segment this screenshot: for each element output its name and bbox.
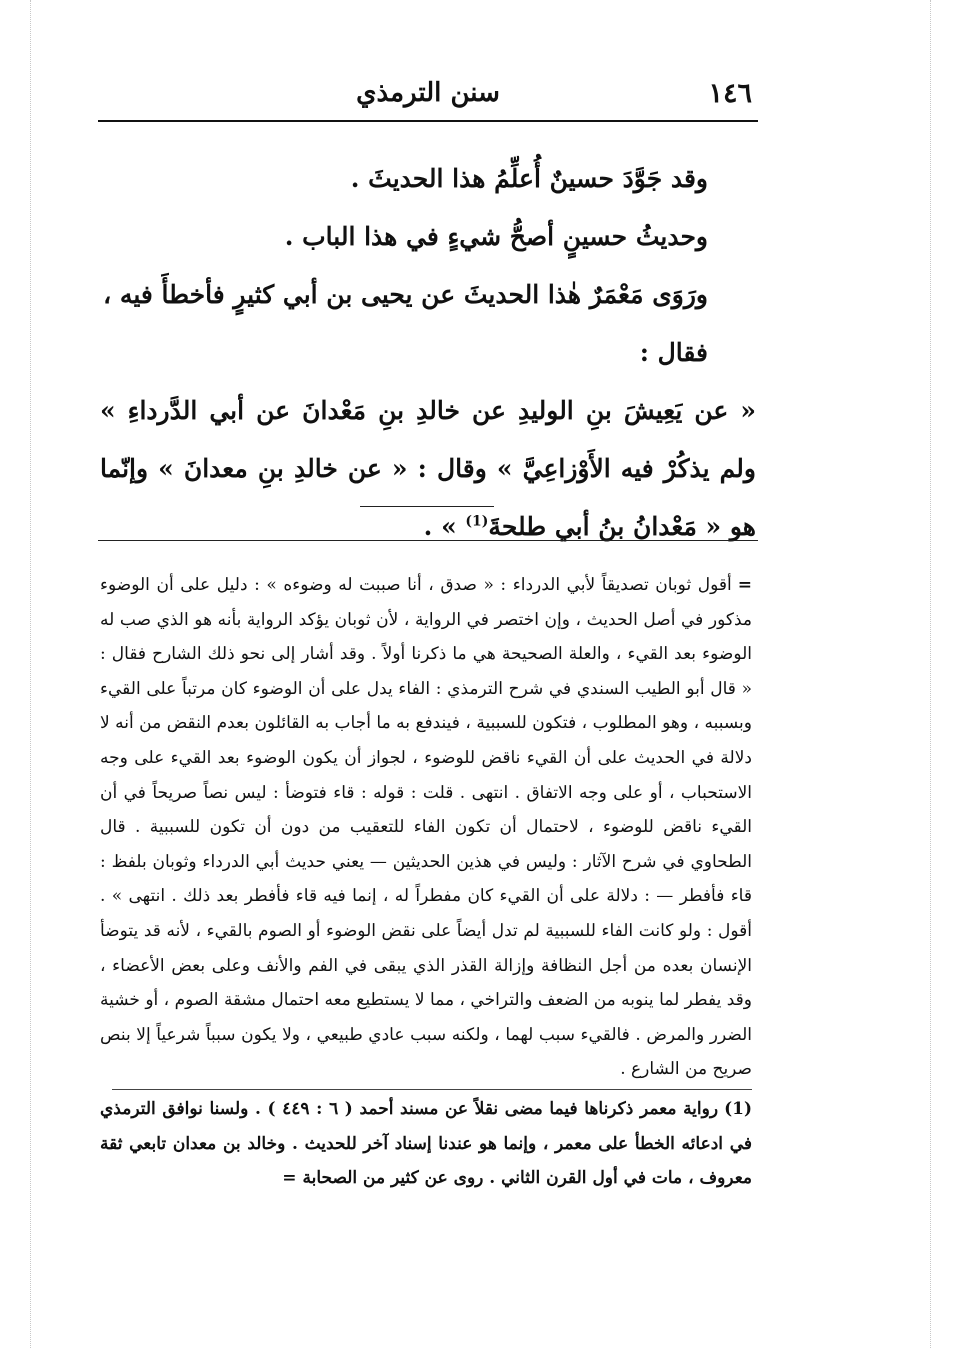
main-paragraph-2: وحديثُ حسينٍ أصحُّ شيءٍ في هذا الباب . xyxy=(284,222,708,251)
footnote-1 xyxy=(100,1092,752,1196)
page-number: ١٤٦ xyxy=(708,78,752,109)
main-paragraph-4 xyxy=(100,382,756,556)
header-rule xyxy=(98,120,758,122)
footnote-1-text: رواية معمر ذكرناها فيما مضى نقلاً عن مسند أحمد ( ٦ : ٤٤٩ ) . ولسنا نوافق الترمذي في ادعائه الخطأ على معمر ، وإنما هو عندنا إسناد آخر للحديث . وخالد بن معدان تابعي ثقة معروف ، مات في أول القرن الثاني . روى عن كثير من الصحابة xyxy=(100,1098,752,1189)
scan-edge-left xyxy=(30,0,31,1348)
scan-edge-right xyxy=(930,0,931,1348)
main-paragraph-1: وقد جَوَّدَ حسينٌ أُعلِّمُ هذا الحديثَ . xyxy=(350,164,708,193)
footnotes xyxy=(100,568,752,1196)
footnote-1-marker: (1) xyxy=(724,1098,752,1119)
page-header xyxy=(98,72,758,118)
running-title: سنن الترمذي xyxy=(356,78,500,108)
section-end-rule xyxy=(360,506,494,507)
footnote-1-end-marker: = xyxy=(282,1168,297,1189)
main-paragraph-4-text: « عن يَعِيشَ بنِ الوليدِ عن خالدِ بنِ مَعْدانَ عن أبي الدَّرداءِ » ولم يذكُرْ فيه الأَوْزاعِيَّ » وقال : « عن خالدِ بنِ معدانَ » وإنّما هو « مَعْدانُ بنُ أبي طلحةَ xyxy=(100,396,756,541)
continuation-marker: = xyxy=(737,575,752,595)
main-paragraph-3: ورَوَى مَعْمَرٌ هٰذا الحديثَ عن يحيى بن أبي كثيرٍ فأخطأَ فيه ، فقال : xyxy=(103,280,708,367)
footnote-separator xyxy=(98,540,758,541)
footnote-reference-1[interactable]: (1) xyxy=(465,513,489,530)
continuation-text: أقول ثوبان تصديقاً لأبي الدرداء : « صدق ، أنا صببت له وضوءه » : دليل على أن الوضوء مذكور في أصل الحديث ، وإن اختصر في الرواية ، لأن ثوبان يؤكد الرواية بأنه هو الذي صب له الوضوء بعد القيء ، والعلة الصحيحة هي ما ذكرنا أولاً . وقد أشار إلى نحو ذلك الشارح فقال : « قال أبو الطيب السندي في شرح الترمذي : الفاء يدل على أن الوضوء كان مرتباً على القيء وبسببه ، وهو المطلوب ، فتكون للسببية ، فيندفع به ما أجاب به القائلون بعدم النقض من أنه لا دلالة في الحديث على أن القيء ناقض للوضوء ، لجواز أن يكون الوضوء بعد القيء على وجه الاستحباب ، أو على وجه الاتفاق . انتهى . قلت : قوله : قاء فتوضأ : ليس نصاً صريحاً في أن القيء ناقض للوضوء ، لاحتمال أن تكون الفاء للتعقيب من دون أن تكون للسببية . قال الطحاوي في شرح الآثار : وليس في هذين الحديثين — يعني حديث أبي الدرداء وثوبان بلفظ : قاء فأفطر — : دلالة على أن القيء كان مفطراً له ، إنما فيه قاء فأفطر بعد ذلك . انتهى » . أقول : ولو كانت الفاء للسببية لم تدل أيضاً على نقض الوضوء أو الصوم بالقيء ، لأنه قد يتوضأ الإنسان بعده من أجل النظافة وإزالة القذر الذي يبقى في الفم والأنف وعلى بعض الأعضاء ، وقد يفطر لما ينوبه من الضعف والتراخي ، مما لا يستطيع معه احتمال مشقة الصوم ، أو خشية الضرر والمرض . فالقيء سبب لهما ، ولكنه سبب عادي طبيعي ، ولا يكون سبباً شرعياً إلا بنص صريح من الشارع . xyxy=(100,575,752,1080)
footnote-continuation xyxy=(100,568,752,1087)
footnote-divider xyxy=(112,1089,752,1090)
main-paragraph-4-end: » . xyxy=(423,512,457,541)
main-text xyxy=(100,150,756,556)
